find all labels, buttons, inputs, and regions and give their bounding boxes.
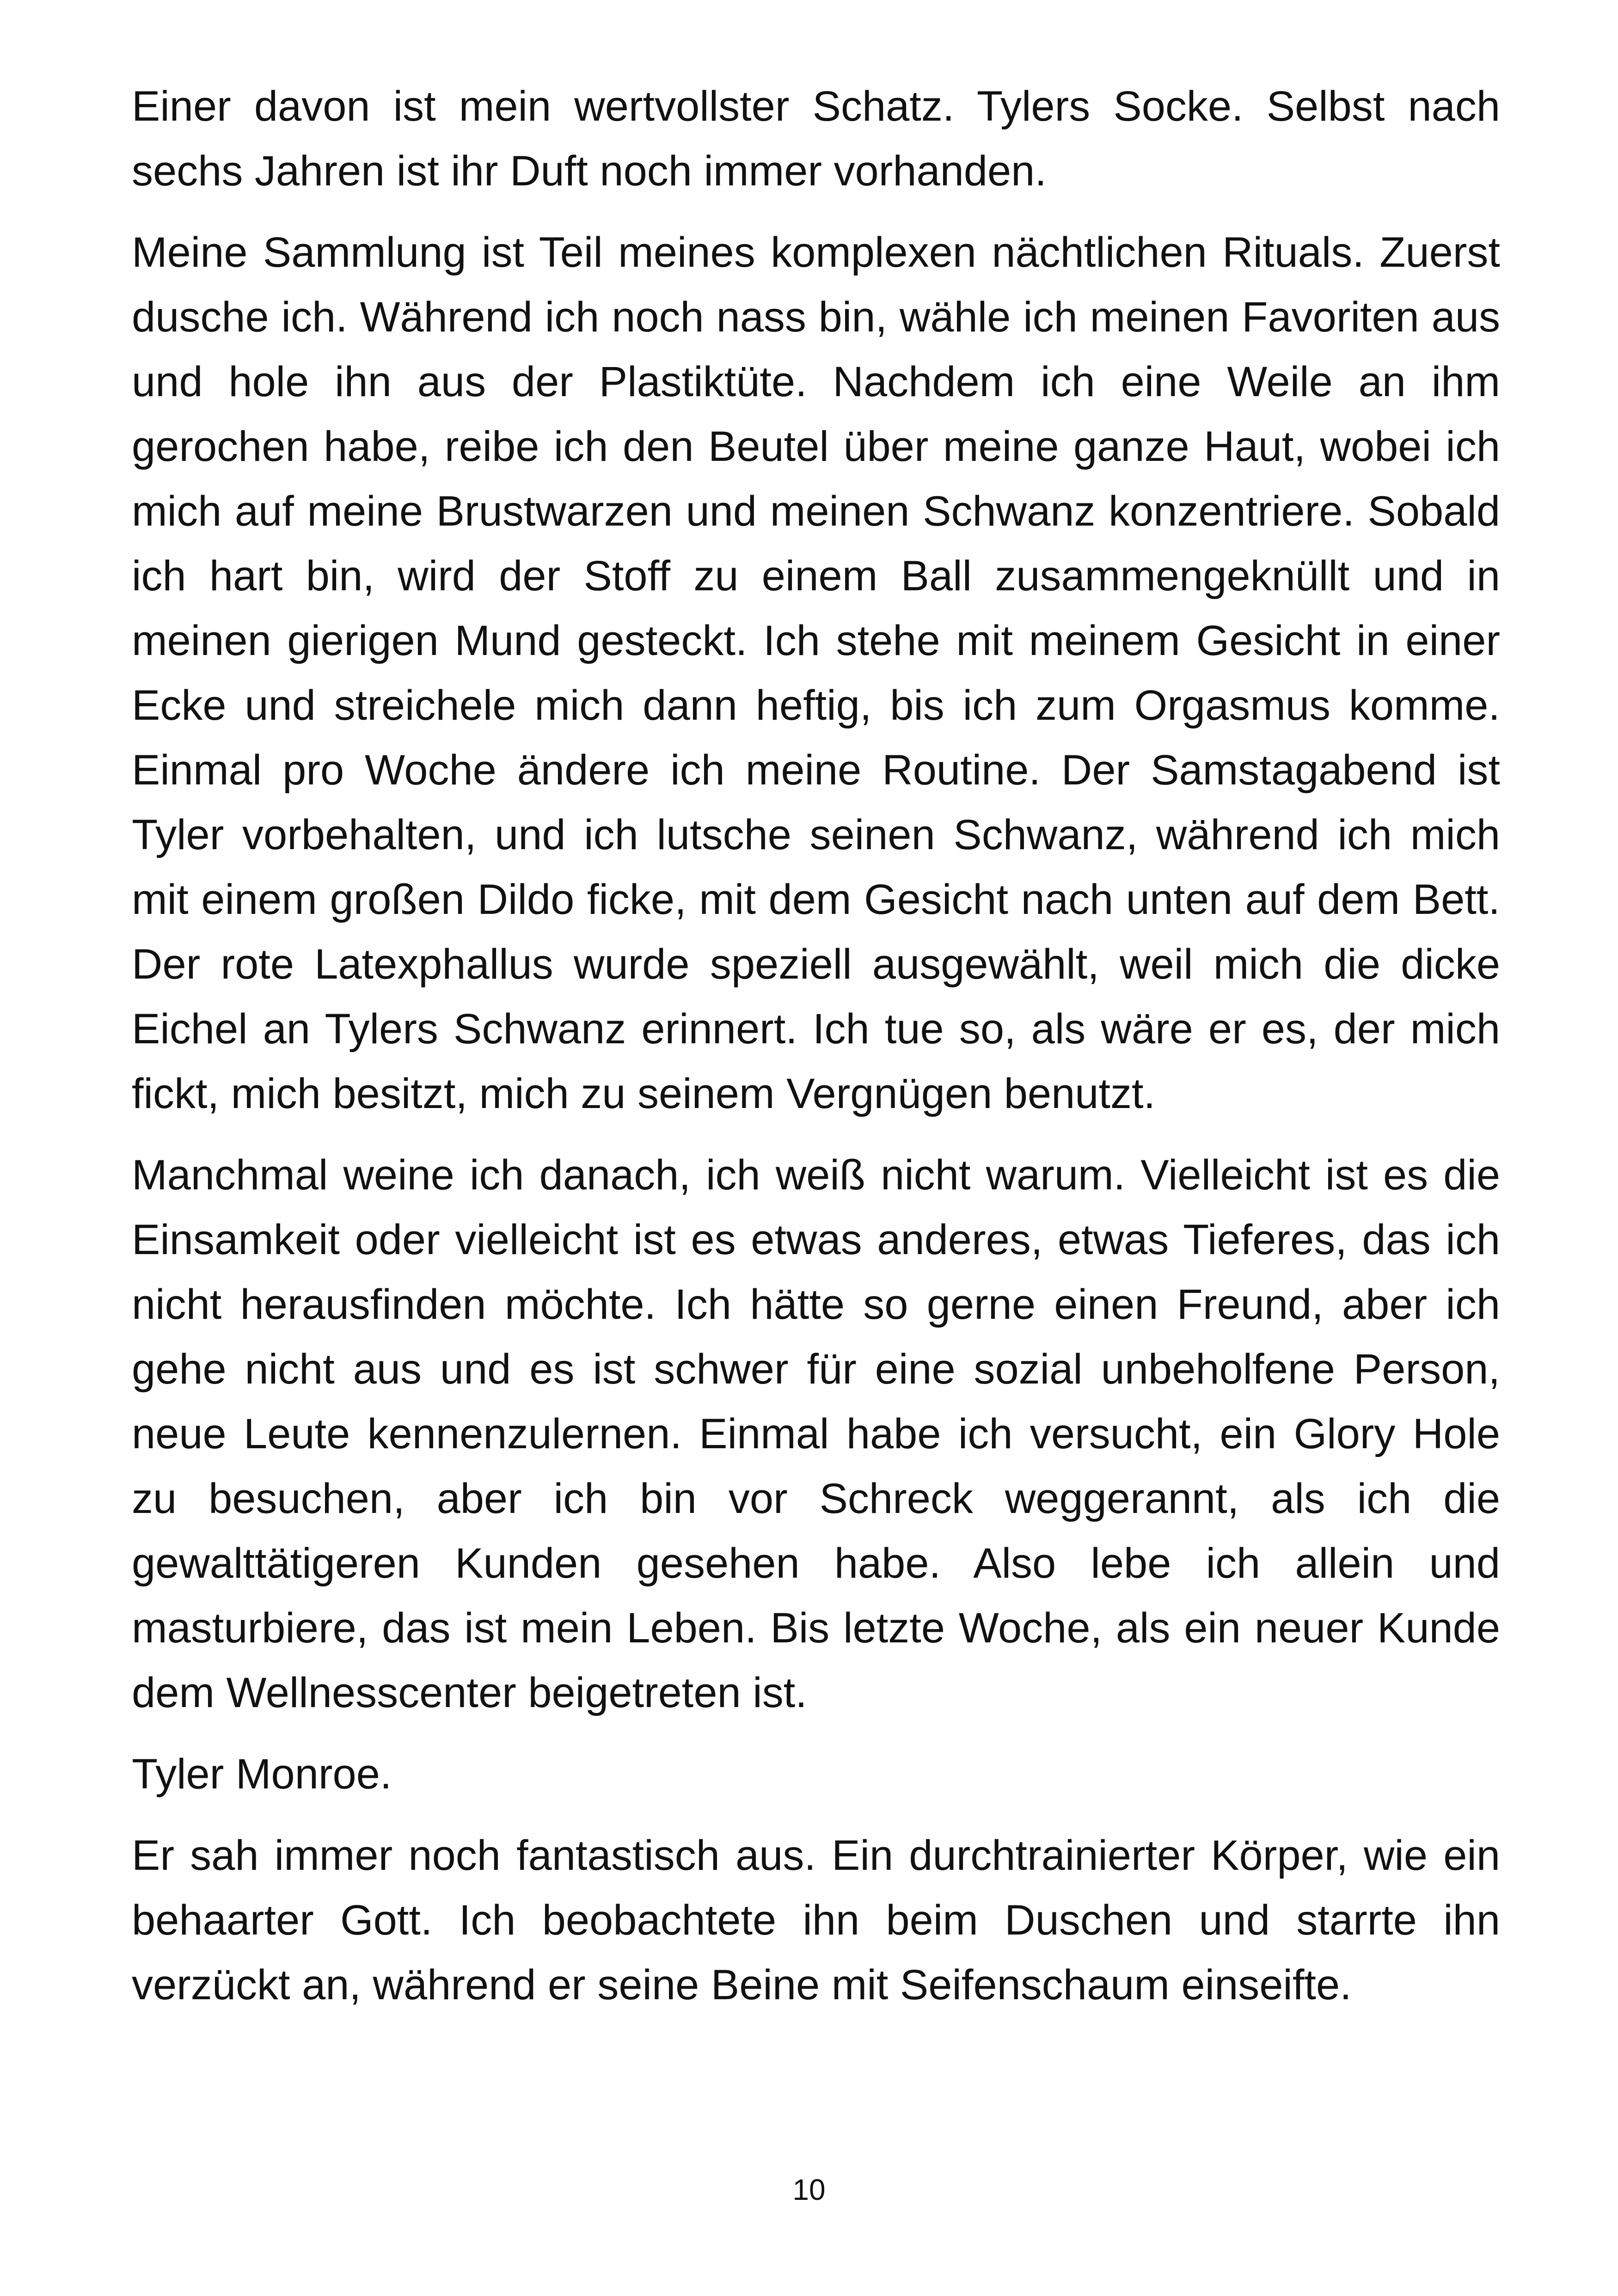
page-number: 10 [792, 2173, 826, 2206]
paragraph-2: Meine Sammlung ist Teil meines komplexen nächtlichen Rituals. Zuerst dusche ich. Während ich noch nass bin, wähle ich meinen Favoriten aus und hole ihn aus der Plastiktüte. Nachdem ich eine Weile an ihm gerochen habe, reibe ich den Beutel über meine ganze Haut, wobei ich mich auf meine Brustwarzen und meinen Schwanz konzentriere. Sobald ich hart bin, wird der Stoff zu einem Ball zusammengeknüllt und in meinen gierigen Mund gesteckt. Ich stehe mit meinem Gesicht in einer Ecke und streichele mich dann heftig, bis ich zum Orgasmus komme. Einmal pro Woche ändere ich meine Routine. Der Samstagabend ist Tyler vorbehalten, und ich lutsche seinen Schwanz, während ich mich mit einem großen Dildo ficke, mit dem Gesicht nach unten auf dem Bett. Der rote Latexphallus wurde speziell ausgewählt, weil mich die dicke Eichel an Tylers Schwanz erinnert. Ich tue so, als wäre er es, der mich fickt, mich besitzt, mich zu seinem Vergnügen benutzt. [132, 229, 1500, 1117]
paragraph-4: Tyler Monroe. [132, 1751, 392, 1798]
paragraph-1: Einer davon ist mein wertvollster Schatz. Tylers Socke. Selbst nach sechs Jahren ist ihr Duft noch immer vorhanden. [132, 83, 1500, 195]
body-text [132, 74, 1500, 2034]
paragraph-3: Manchmal weine ich danach, ich weiß nicht warum. Vielleicht ist es die Einsamkeit oder vielleicht ist es etwas anderes, etwas Tieferes, das ich nicht herausfinden möchte. Ich hätte so gerne einen Freund, aber ich gehe nicht aus und es ist schwer für eine sozial unbeholfene Person, neue Leute kennenzulernen. Einmal habe ich versucht, ein Glory Hole zu besuchen, aber ich bin vor Schreck weggerannt, als ich die gewalttätigeren Kunden gesehen habe. Also lebe ich allein und masturbiere, das ist mein Leben. Bis letzte Woche, als ein neuer Kunde dem Wellnesscenter beigetreten ist. [132, 1151, 1500, 1716]
paragraph-5: Er sah immer noch fantastisch aus. Ein durchtrainierter Körper, wie ein behaarter Gott. Ich beobachtete ihn beim Duschen und starrte ihn verzückt an, während er seine Beine mit Seifenschaum einseifte. [132, 1832, 1500, 2008]
